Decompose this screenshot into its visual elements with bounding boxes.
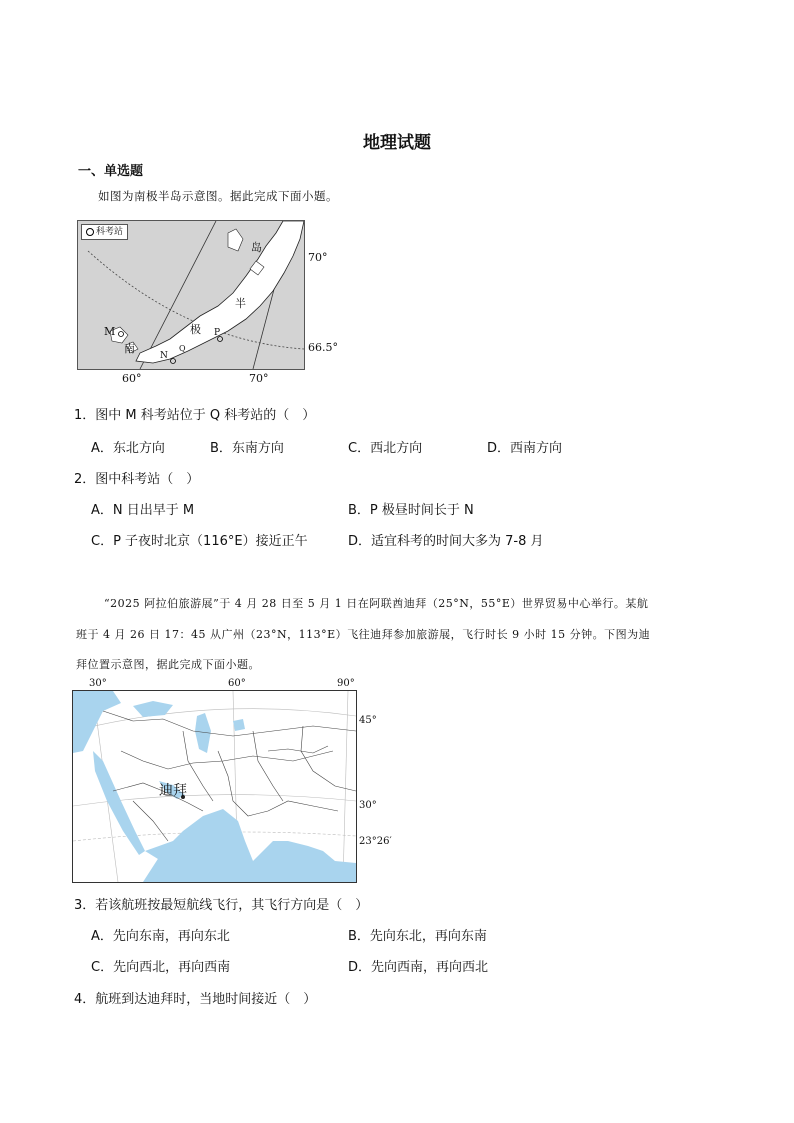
dubai-location-map <box>72 690 357 883</box>
intro-text-2-line-3: 拜位置示意图，据此完成下面小题。 <box>76 658 260 671</box>
station-legend-icon <box>86 228 94 236</box>
section-heading: 一、单选题 <box>78 164 144 179</box>
q2-option-c[interactable]: C．P 子夜时北京（116°E）接近正午 <box>91 534 308 549</box>
q2-option-d[interactable]: D．适宜科考的时间大多为 7-8 月 <box>348 534 544 549</box>
question-3-stem: 3．若该航班按最短航线飞行，其飞行方向是（ ） <box>74 898 369 913</box>
q1-option-c[interactable]: C．西北方向 <box>348 441 423 456</box>
q1-option-a[interactable]: A．东北方向 <box>91 441 165 456</box>
label-nan: 南 <box>124 342 135 355</box>
lon-70-label: 70° <box>249 372 269 385</box>
antarctic-map-svg <box>78 221 304 369</box>
lon-60-label: 60° <box>228 678 246 689</box>
question-4-stem: 4．航班到达迪拜时，当地时间接近（ ） <box>74 992 317 1007</box>
lon-60-label: 60° <box>122 372 142 385</box>
q2-option-b[interactable]: B．P 极昼时间长于 N <box>348 503 474 518</box>
label-ban: 半 <box>235 297 246 310</box>
lat-66-5-label: 66.5° <box>308 341 338 354</box>
label-ji: 极 <box>190 323 201 336</box>
lat-45-label: 45° <box>359 715 377 726</box>
lat-30-label: 30° <box>359 800 377 811</box>
label-q: Q <box>179 344 186 353</box>
dubai-map-svg <box>73 691 356 882</box>
q3-option-c[interactable]: C．先向西北，再向西南 <box>91 960 231 975</box>
label-p: P <box>214 328 221 338</box>
intro-text-2-line-2: 班于 4 月 26 日 17：45 从广州（23°N，113°E）飞往迪拜参加旅游展，飞行时长 9 小时 15 分钟。下图为迪 <box>76 628 651 641</box>
q1-option-b[interactable]: B．东南方向 <box>210 441 284 456</box>
label-dao: 岛 <box>251 241 262 254</box>
question-1-stem: 1．图中 M 科考站位于 Q 科考站的（ ） <box>74 408 316 423</box>
legend-label: 科考站 <box>96 227 124 237</box>
page-title: 地理试题 <box>363 133 431 153</box>
lon-30-label: 30° <box>89 678 107 689</box>
q2-option-a[interactable]: A．N 日出早于 M <box>91 503 195 518</box>
map-legend <box>81 224 128 240</box>
intro-text-1: 如图为南极半岛示意图。据此完成下面小题。 <box>98 189 338 203</box>
question-2-stem: 2．图中科考站（ ） <box>74 472 200 487</box>
antarctic-peninsula-map <box>77 220 305 370</box>
q1-option-d[interactable]: D．西南方向 <box>487 441 563 456</box>
q3-option-b[interactable]: B．先向东北，再向东南 <box>348 929 487 944</box>
label-n: N <box>160 351 168 361</box>
label-m: M <box>104 325 116 338</box>
lat-23-26-label: 23°26′ <box>359 836 392 847</box>
lat-70-label: 70° <box>308 251 328 264</box>
q3-option-d[interactable]: D．先向西南，再向西北 <box>348 960 489 975</box>
q3-option-a[interactable]: A．先向东南，再向东北 <box>91 929 230 944</box>
intro-text-2-line-1: “2025 阿拉伯旅游展”于 4 月 28 日至 5 月 1 日在阿联酋迪拜（25°N，55°E）世界贸易中心举行。某航 <box>104 597 649 610</box>
lon-90-label: 90° <box>337 678 355 689</box>
dubai-label: 迪拜 <box>159 783 187 799</box>
